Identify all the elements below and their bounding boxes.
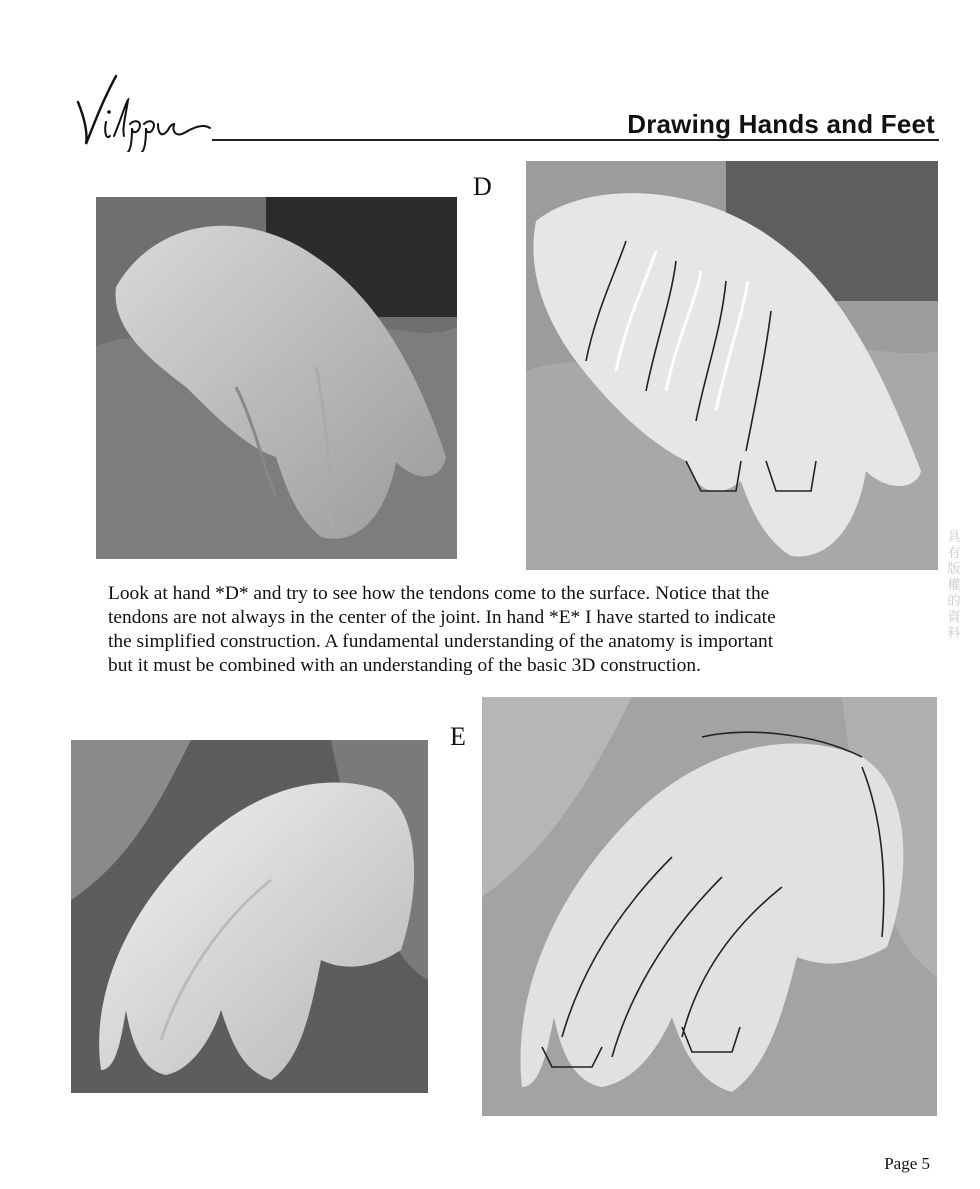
vilppu-signature xyxy=(70,62,230,152)
hand-d-photo xyxy=(96,197,457,559)
body-line: Look at hand *D* and try to see how the tendons come to the surface. Notice that the xyxy=(108,583,770,604)
body-line: tendons are not always in the center of the joint. In hand *E* I have started to indicate xyxy=(108,607,776,628)
page-number: Page 5 xyxy=(884,1154,930,1173)
copyright-watermark: 具有版權的資料 xyxy=(947,530,961,641)
figure-label-e: E xyxy=(450,722,466,751)
hand-e-photo xyxy=(71,740,428,1093)
body-line: the simplified construction. A fundamental understanding of the anatomy is important xyxy=(108,631,774,652)
body-paragraph xyxy=(108,582,928,678)
figure-label-d: D xyxy=(473,172,492,201)
document-title: Drawing Hands and Feet xyxy=(627,109,935,139)
body-line: but it must be combined with an understanding of the basic 3D construction. xyxy=(108,655,701,676)
hand-d-drawing-overlay xyxy=(526,161,938,570)
hand-e-drawing-overlay xyxy=(482,697,937,1116)
